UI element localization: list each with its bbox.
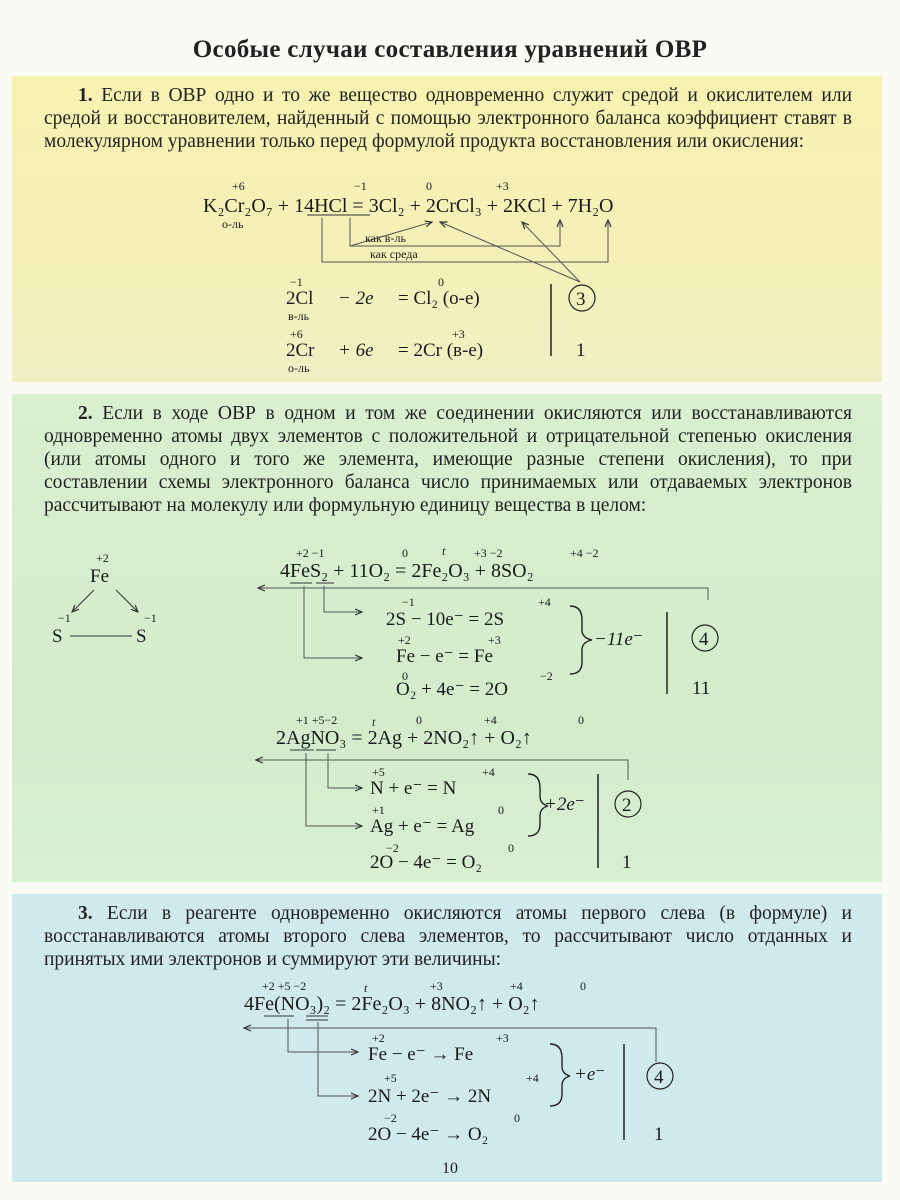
structure-s-left: S (52, 626, 63, 647)
section-1 (12, 76, 882, 382)
ox-state: +2 −1 (296, 546, 325, 560)
reducer-label: как в-ль (365, 231, 406, 245)
oxidizer-label: о-ль (222, 217, 244, 231)
half-reaction-fe: Fe − e⁻ = Fe (396, 646, 493, 667)
ox-state: +4 (538, 595, 551, 609)
section-3-paragraph: Если в реагенте одновременно окисляются атомы первого слева (в формуле) и восстанавливаются атомы второго слева элементов, то рассчитывают число отданных и принятых ими электронов и суммируют эти величины: (44, 903, 852, 970)
ox-state: −1 (290, 275, 303, 289)
ox-state: +3 (496, 179, 509, 193)
ox-state: 0 (508, 841, 514, 855)
half-reaction-2-lhs: 2Cr (286, 340, 315, 361)
page-title: Особые случаи составления уравнений ОВР (192, 36, 708, 63)
half-reaction-2-electrons: + 6e (338, 340, 374, 361)
ox-state: 0 (402, 546, 408, 560)
oxidizer-role: о-ль (288, 361, 310, 375)
half-reaction-ag: Ag + e⁻ = Ag (370, 816, 475, 837)
page-number: 10 (442, 1160, 458, 1177)
equation-fe-no3: 4Fe(NO₃)₂ = 2Fe₂O₃ + 8NO₂↑ + O₂↑ (244, 993, 540, 1015)
section-1-number: 1. (78, 85, 93, 106)
ox-state: −2 (384, 1111, 397, 1125)
equation-agno3: 2AgNO₃ = 2Ag + 2NO₂↑ + O₂↑ (276, 727, 532, 749)
ox-state: −1 (58, 611, 71, 625)
section-2-text (44, 394, 852, 517)
ox-state: −1 (402, 595, 415, 609)
ox-state: +5 (372, 765, 385, 779)
ox-state: +3 (488, 633, 501, 647)
half-reaction-1-rhs: = Cl₂ (о-е) (398, 288, 480, 309)
ox-state: +5 (384, 1071, 397, 1085)
coefficient: 11 (692, 678, 711, 699)
ox-state: +2 (398, 633, 411, 647)
ox-state: +2 (96, 551, 109, 565)
ox-state: 0 (580, 979, 586, 993)
ox-state: −1 (354, 179, 367, 193)
electron-sum: −11e⁻ (594, 629, 643, 650)
ox-state: +3 (430, 979, 443, 993)
coefficient: 1 (576, 340, 586, 361)
coefficient-circled: 4 (699, 629, 709, 650)
equation-fes2: 4FeS₂ + 11O₂ = 2Fe₂O₃ + 8SO₂ (280, 560, 534, 582)
half-reaction-n: N + e⁻ = N (370, 778, 457, 799)
section-3-text (44, 894, 852, 971)
ox-state: +4 (482, 765, 495, 779)
section-2-number: 2. (78, 403, 93, 424)
ox-state: 0 (416, 713, 422, 727)
ox-state: +3 −2 (474, 546, 503, 560)
coefficient-circled: 2 (622, 795, 632, 816)
ox-state: +6 (290, 327, 303, 341)
half-reaction-o: 2O − 4e⁻ → O₂ (368, 1124, 489, 1145)
ox-state: 0 (578, 713, 584, 727)
ox-state: 0 (438, 275, 444, 289)
structure-fe: Fe (90, 566, 109, 587)
ox-state: +3 (496, 1031, 509, 1045)
section-2 (12, 394, 882, 882)
reducer-role: в-ль (288, 309, 310, 323)
temperature-mark: t (364, 981, 368, 995)
ox-state: −2 (386, 841, 399, 855)
ox-state: +3 (452, 327, 465, 341)
temperature-mark: t (442, 544, 446, 558)
half-reaction-n: 2N + 2e⁻ → 2N (368, 1086, 492, 1107)
half-reaction-o: O₂ + 4e⁻ = 2O (396, 679, 508, 700)
ox-state: +1 +5−2 (296, 713, 338, 727)
half-reaction-1-electrons: − 2e (338, 288, 374, 309)
section-2-paragraph: Если в ходе ОВР в одном и том же соединении окисляются или восстанавливаются одновременно атомы двух элементов с положительной и отрицательной степенью окисления (или атомы одного и того же элемента, имеющие разные степени окисления), то при составлении схемы электронного баланса число принимаемых или отдаваемых электронов рассчитывают на молекулу или формульную единицу вещества в целом: (44, 403, 852, 516)
half-reaction-s: 2S − 10e⁻ = 2S (386, 609, 505, 630)
ox-state: 0 (426, 179, 432, 193)
half-reaction-o: 2O − 4e⁻ = O₂ (370, 852, 482, 873)
electron-sum: +2e⁻ (544, 794, 585, 815)
ox-state: +4 −2 (570, 546, 599, 560)
coefficient-circled: 3 (576, 289, 586, 310)
section-1-text (44, 76, 852, 153)
section-1-equation: K₂Cr₂O₇ + 14HCl = 3Cl₂ + 2CrCl₃ + 2KCl + 7H₂O (203, 195, 614, 217)
coefficient-circled: 4 (654, 1067, 664, 1088)
ox-state: −1 (144, 611, 157, 625)
coefficient: 1 (622, 852, 632, 873)
half-reaction-1-lhs: 2Cl (286, 288, 314, 309)
ox-state: +2 (372, 1031, 385, 1045)
coefficient: 1 (654, 1124, 664, 1145)
ox-state: +4 (526, 1071, 539, 1085)
section-3-number: 3. (78, 903, 93, 924)
ox-state: +1 (372, 803, 385, 817)
ox-state: 0 (402, 669, 408, 683)
section-1-paragraph: Если в ОВР одно и то же вещество одновременно служит средой и окислителем или средой и восстановителем, найденный с помощью электронного баланса коэффициент ставят в молекулярном уравнении только перед формулой продукта восстановления или окисления: (44, 85, 853, 152)
ox-state: +4 (484, 713, 497, 727)
ox-state: +6 (232, 179, 245, 193)
temperature-mark: t (372, 715, 376, 729)
medium-label: как среда (370, 247, 418, 261)
structure-s-right: S (136, 626, 147, 647)
ox-state: 0 (514, 1111, 520, 1125)
half-reaction-fe: Fe − e⁻ → Fe (368, 1044, 474, 1065)
ox-state: 0 (498, 803, 504, 817)
half-reaction-2-rhs: = 2Cr (в-е) (398, 340, 484, 361)
section-3 (12, 894, 882, 1182)
ox-state: −2 (540, 669, 553, 683)
ox-state: +4 (510, 979, 523, 993)
electron-sum: +e⁻ (574, 1064, 606, 1085)
ox-state: +2 +5 −2 (262, 979, 307, 993)
